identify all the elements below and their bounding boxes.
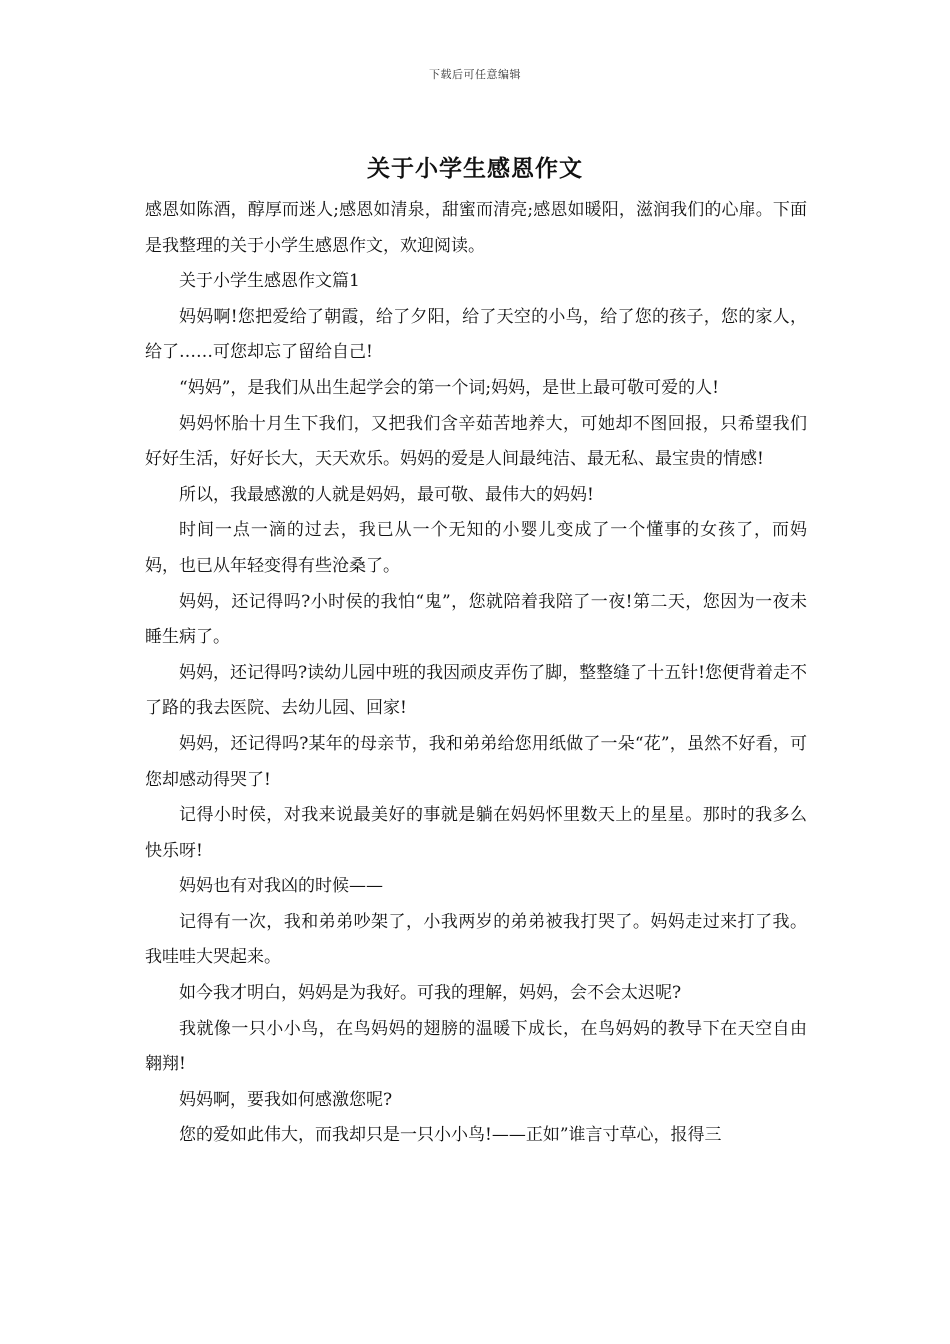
- document-title: 关于小学生感恩作文: [367, 155, 583, 182]
- paragraph: 妈妈，还记得吗?某年的母亲节，我和弟弟给您用纸做了一朵“花”，虽然不好看，可您却感动得哭了!: [145, 733, 807, 790]
- paragraph: 记得小时侯，对我来说最美好的事就是躺在妈妈怀里数天上的星星。那时的我多么快乐呀!: [145, 805, 807, 861]
- paragraph: 妈妈怀胎十月生下我们，又把我们含辛茹苦地养大，可她却不图回报，只希望我们好好生活，好好长大，天天欢乐。妈妈的爱是人间最纯洁、最无私、最宝贵的情感!: [145, 413, 807, 470]
- paragraph: 妈妈啊!您把爱给了朝霞，给了夕阳，给了天空的小鸟，给了您的孩子，您的家人，给了……可您却忘了留给自己!: [145, 306, 807, 363]
- header-note: 下载后可任意编辑: [429, 68, 521, 81]
- paragraph: 如今我才明白，妈妈是为我好。可我的理解，妈妈，会不会太迟呢?: [179, 983, 682, 1004]
- paragraph: 我就像一只小小鸟，在鸟妈妈的翅膀的温暖下成长，在鸟妈妈的教导下在天空自由翱翔!: [145, 1018, 807, 1075]
- paragraph: 时间一点一滴的过去，我已从一个无知的小婴儿变成了一个懂事的女孩了，而妈妈，也已从年轻变得有些沧桑了。: [145, 520, 807, 576]
- paragraph: “妈妈”，是我们从出生起学会的第一个词;妈妈，是世上最可敬可爱的人!: [179, 377, 719, 398]
- paragraph: 妈妈，还记得吗?读幼儿园中班的我因顽皮弄伤了脚，整整缝了十五针!您便背着走不了路的我去医院、去幼儿园、回家!: [145, 662, 807, 719]
- paragraph: 妈妈啊，要我如何感激您呢?: [179, 1089, 393, 1110]
- paragraph: 妈妈也有对我凶的时候——: [179, 876, 383, 897]
- paragraph: 所以，我最感激的人就是妈妈，最可敬、最伟大的妈妈!: [179, 484, 594, 505]
- paragraph: 妈妈，还记得吗?小时侯的我怕“鬼”，您就陪着我陪了一夜!第二天，您因为一夜未睡生病了。: [145, 591, 807, 648]
- section-heading: 关于小学生感恩作文篇1: [179, 271, 360, 292]
- paragraph: 记得有一次，我和弟弟吵架了，小我两岁的弟弟被我打哭了。妈妈走过来打了我。我哇哇大哭起来。: [145, 911, 807, 968]
- document-body: [145, 193, 807, 1154]
- paragraph: 您的爱如此伟大，而我却只是一只小小鸟!——正如”谁言寸草心，报得三: [179, 1125, 722, 1146]
- intro-paragraph: 感恩如陈酒，醇厚而迷人;感恩如清泉，甜蜜而清亮;感恩如暖阳，滋润我们的心扉。下面是我整理的关于小学生感恩作文，欢迎阅读。: [145, 200, 807, 256]
